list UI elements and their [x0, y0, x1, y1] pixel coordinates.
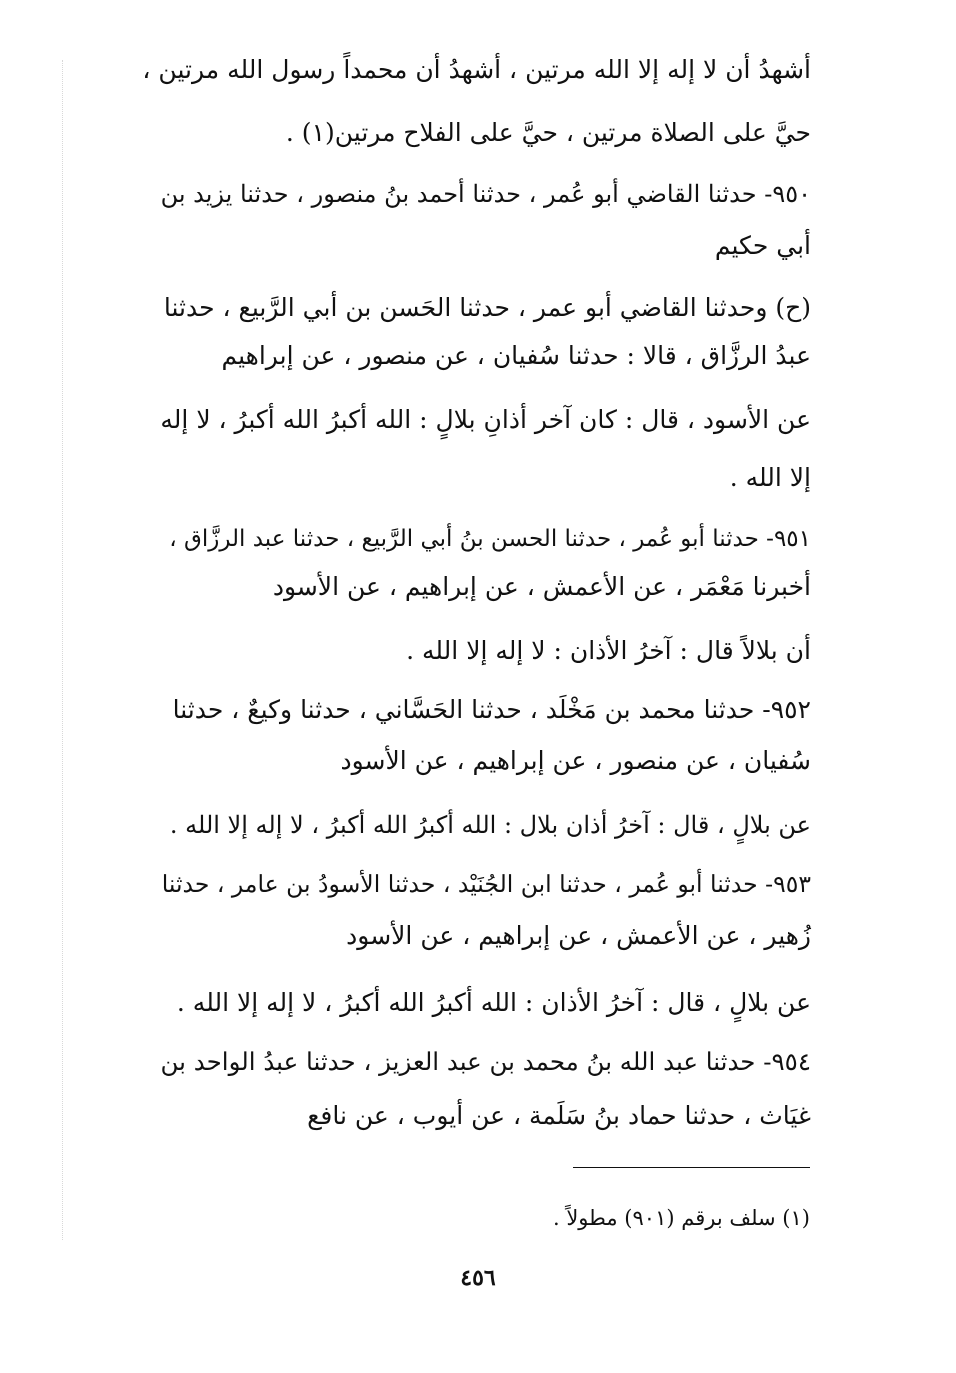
text-line-16: زُهير ، عن الأعمش ، عن إبراهيم ، عن الأسود: [346, 921, 811, 950]
footnote-separator: [573, 1167, 810, 1168]
text-line-11: أن بلالاً قال : آخرُ الأذان : لا إله إلا الله .: [406, 636, 811, 665]
footnote: (١) سلف برقم (٩٠١) مطولاً .: [552, 1206, 810, 1230]
text-line-19: غيَاث ، حدثنا حماد بنُ سَلَمة ، عن أيوب ، عن نافع: [307, 1101, 811, 1130]
text-line-17: عن بلالٍ ، قال : آخرُ الأذان : الله أكبرُ الله أكبرُ ، لا إله إلا الله .: [176, 988, 811, 1017]
page-number: ٤٥٦: [460, 1265, 496, 1291]
text-line-9: ٩٥١- حدثنا أبو عُمر ، حدثنا الحسن بنُ أبي الرَّبيع ، حدثنا عبد الرزَّاق ،: [169, 526, 811, 552]
text-line-3: ٩٥٠- حدثنا القاضي أبو عُمر ، حدثنا أحمد بنُ منصور ، حدثنا يزيد بن: [160, 180, 811, 208]
text-line-10: أخبرنا مَعْمَر ، عن الأعمش ، عن إبراهيم ، عن الأسود: [272, 572, 811, 601]
text-line-6: عبدُ الرزَّاق ، قالا : حدثنا سُفيان ، عن منصور ، عن إبراهيم: [221, 341, 811, 370]
text-line-4: أبي حكيم: [714, 231, 811, 260]
text-line-8: إلا الله .: [729, 463, 811, 492]
text-line-14: عن بلالٍ ، قال : آخرُ أذان بلال : الله أكبرُ الله أكبرُ ، لا إله إلا الله .: [169, 811, 811, 839]
text-line-1: أشهدُ أن لا إله إلا الله مرتين ، أشهدُ أن محمداً رسول الله مرتين ،: [142, 55, 811, 84]
text-line-2: حيَّ على الصلاة مرتين ، حيَّ على الفلاح مرتين(١) .: [285, 118, 811, 147]
text-line-7: عن الأسود ، قال : كان آخر أذانِ بلالٍ : الله أكبرُ الله أكبرُ ، لا إله: [160, 405, 811, 434]
text-line-5: (ح) وحدثنا القاضي أبو عمر ، حدثنا الحَسن بن أبي الرَّبيع ، حدثنا: [163, 293, 811, 322]
text-line-13: سُفيان ، عن منصور ، عن إبراهيم ، عن الأسود: [340, 746, 811, 775]
text-line-15: ٩٥٣- حدثنا أبو عُمر ، حدثنا ابن الجُنَيْد ، حدثنا الأسودُ بن عامر ، حدثنا: [161, 870, 811, 898]
text-line-18: ٩٥٤- حدثنا عبد الله بنُ محمد بن عبد العزيز ، حدثنا عبدُ الواحد بن: [160, 1047, 811, 1076]
page-edge-mark: [62, 60, 63, 1240]
text-line-12: ٩٥٢- حدثنا محمد بن مَخْلَد ، حدثنا الحَسَّاني ، حدثنا وكيعٌ ، حدثنا: [172, 695, 811, 724]
